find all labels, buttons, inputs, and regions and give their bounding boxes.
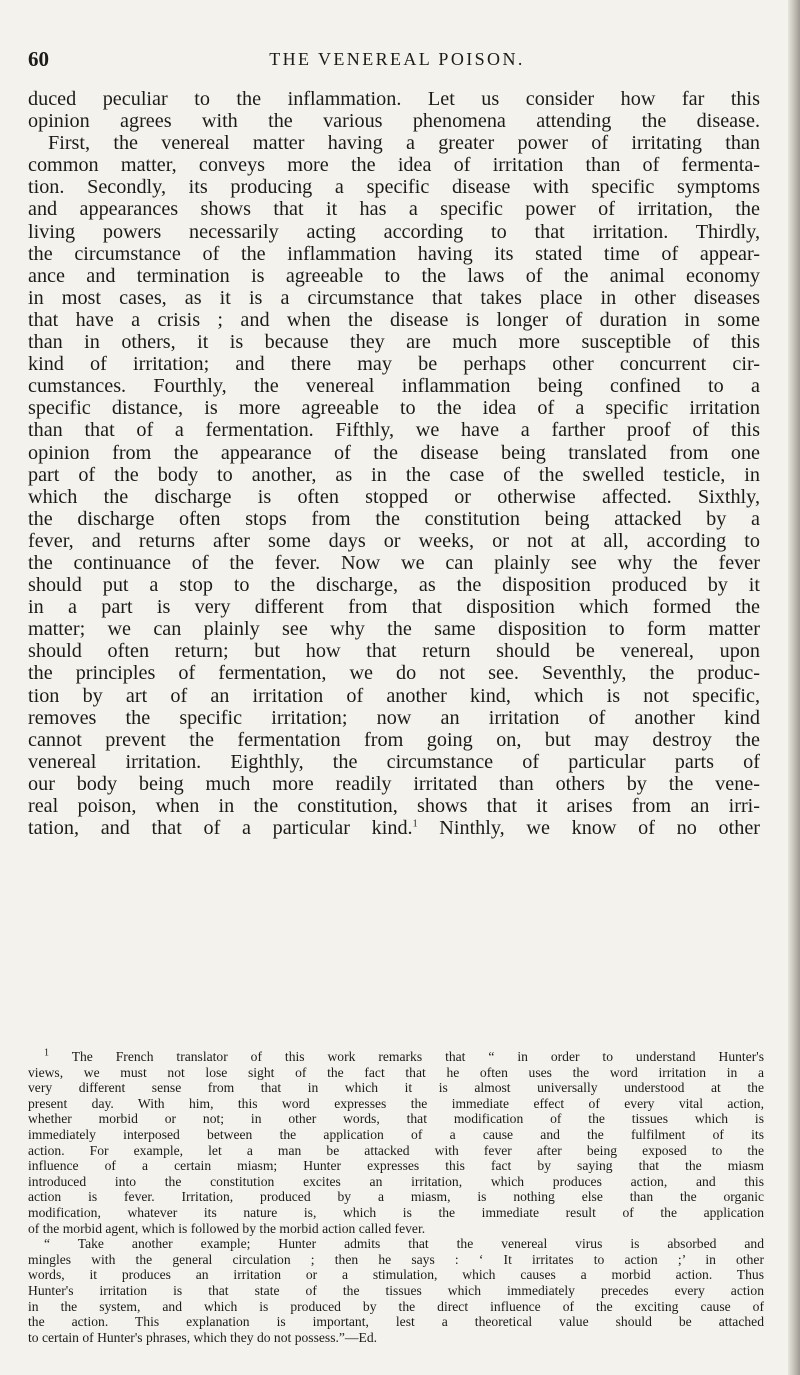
footnote-line: introduced into the constitution excites an irritation, which produces action, and this <box>28 1173 764 1189</box>
text-line: ance and termination is agreeable to the laws of the animal economy <box>28 264 760 287</box>
text-line: common matter, conveys more the idea of irritation than of fermenta- <box>28 154 760 177</box>
text-line: in a part is very different from that disposition which formed the <box>28 596 760 619</box>
text-line: tion. Secondly, its producing a specific disease with specific symptoms <box>28 176 760 199</box>
text-line: the circumstance of the inflammation having its stated time of appear- <box>28 242 760 265</box>
text-segment: tation, and that of a particular kind. <box>28 817 413 840</box>
text-line: venereal irritation. Eighthly, the circumstance of particular parts of <box>28 750 760 773</box>
footnote-line: views, we must not lose sight of the fact that he often uses the word irritation in a <box>28 1064 764 1080</box>
footnote-line: very different sense from that in which it is almost universally understood at the <box>28 1080 764 1096</box>
running-title: THE VENEREAL POISON. <box>269 49 525 69</box>
footnote-line: “ Take another example; Hunter admits that the venereal virus is absorbed and <box>44 1236 764 1252</box>
text-line: tion by art of an irritation of another kind, which is not specific, <box>28 684 760 707</box>
text-line: than in others, it is because they are much more susceptible of this <box>28 331 760 354</box>
text-line: cannot prevent the fermentation from going on, but may destroy the <box>28 728 760 751</box>
text-line: matter; we can plainly see why the same disposition to form matter <box>28 618 760 641</box>
text-line: removes the specific irritation; now an irritation of another kind <box>28 706 760 729</box>
footnote-line: influence of a certain miasm; Hunter expresses this fact by saying that the miasm <box>28 1158 764 1174</box>
text-line: First, the venereal matter having a greater power of irritating than <box>48 132 760 155</box>
footnote-marker: 1 <box>44 1047 49 1059</box>
footnote-line <box>28 1049 764 1065</box>
text-line: and appearances shows that it has a specific power of irritation, the <box>28 198 760 221</box>
text-line: our body being much more readily irritated than others by the vene- <box>28 772 760 795</box>
text-line: kind of irritation; and there may be perhaps other concurrent cir- <box>28 353 760 376</box>
text-line: that have a crisis ; and when the disease is longer of duration in some <box>28 308 760 331</box>
text-line-with-footnote-ref <box>28 817 760 839</box>
footnote-line: mingles with the general circulation ; then he says : ‘ It irritates to action ;’ in other <box>28 1251 764 1267</box>
footnote-line: present day. With him, this word expresses the immediate effect of every vital action, <box>28 1095 764 1111</box>
text-line: the discharge often stops from the constitution being attacked by a <box>28 507 760 530</box>
text-line: should often return; but how that return should be venereal, upon <box>28 640 760 663</box>
page-edge <box>788 0 800 1375</box>
text-line: real poison, when in the constitution, shows that it arises from an irri- <box>28 795 760 817</box>
text-line: which the discharge is often stopped or otherwise affected. Sixthly, <box>28 485 760 508</box>
footnote-line: action. For example, let a man be attacked with fever after being exposed to the <box>28 1142 764 1158</box>
footnote-line: the action. This explanation is important, lest a theoretical value should be attached <box>28 1314 764 1330</box>
footnote-line: to certain of Hunter's phrases, which they do not possess.”—Ed. <box>28 1329 378 1345</box>
footnote-line: modification, whatever its nature is, which is the immediate result of the application <box>28 1204 764 1220</box>
text-line: the continuance of the fever. Now we can plainly see why the fever <box>28 551 760 574</box>
text-segment: Ninthly, we know of no other <box>439 817 760 840</box>
footnote-line: whether morbid or not; in other words, that modification of the tissues which is <box>28 1111 764 1127</box>
text-segment: The French translator of this work remarks that “ in order to understand Hunter's <box>71 1049 764 1064</box>
text-line: living powers necessarily acting according to that irritation. Thirdly, <box>28 220 760 243</box>
footnote-line: immediately interposed between the application of a cause and the fulfilment of its <box>28 1126 764 1142</box>
text-line: part of the body to another, as in the case of the swelled testicle, in <box>28 463 760 486</box>
footnote-line: action is fever. Irritation, produced by a miasm, is nothing else than the organic <box>28 1189 764 1205</box>
footnote-reference: 1 <box>412 818 418 830</box>
text-line: than that of a fermentation. Fifthly, we have a farther proof of this <box>28 419 760 442</box>
footnote-line: of the morbid agent, which is followed by the morbid action called fever. <box>28 1220 426 1236</box>
paragraph <box>28 88 760 839</box>
footnote-line: words, it produces an irritation or a stimulation, which causes a morbid action. Thus <box>28 1267 764 1283</box>
main-text <box>28 88 760 839</box>
text-line: in most cases, as it is a circumstance that takes place in other diseases <box>28 286 760 309</box>
text-line: specific distance, is more agreeable to the idea of a specific irritation <box>28 397 760 420</box>
text-line: the principles of fermentation, we do not see. Seventhly, the produc- <box>28 662 760 685</box>
footnote-line: in the system, and which is produced by the direct influence of the exciting cause of <box>28 1298 764 1314</box>
text-line: opinion from the appearance of the disease being translated from one <box>28 441 760 464</box>
text-line: duced peculiar to the inflammation. Let us consider how far this <box>28 88 760 110</box>
page-number: 60 <box>28 47 49 71</box>
footnote <box>28 1049 764 1345</box>
footnote-line: Hunter's irritation is that state of the tissues which immediately precedes every action <box>28 1282 764 1298</box>
text-line: should put a stop to the discharge, as the disposition produced by it <box>28 574 760 597</box>
text-line: fever, and returns after some days or weeks, or not at all, according to <box>28 529 760 552</box>
page-header <box>28 47 766 77</box>
text-line: cumstances. Fourthly, the venereal inflammation being confined to a <box>28 375 760 398</box>
text-line: opinion agrees with the various phenomena attending the disease. <box>28 110 760 133</box>
